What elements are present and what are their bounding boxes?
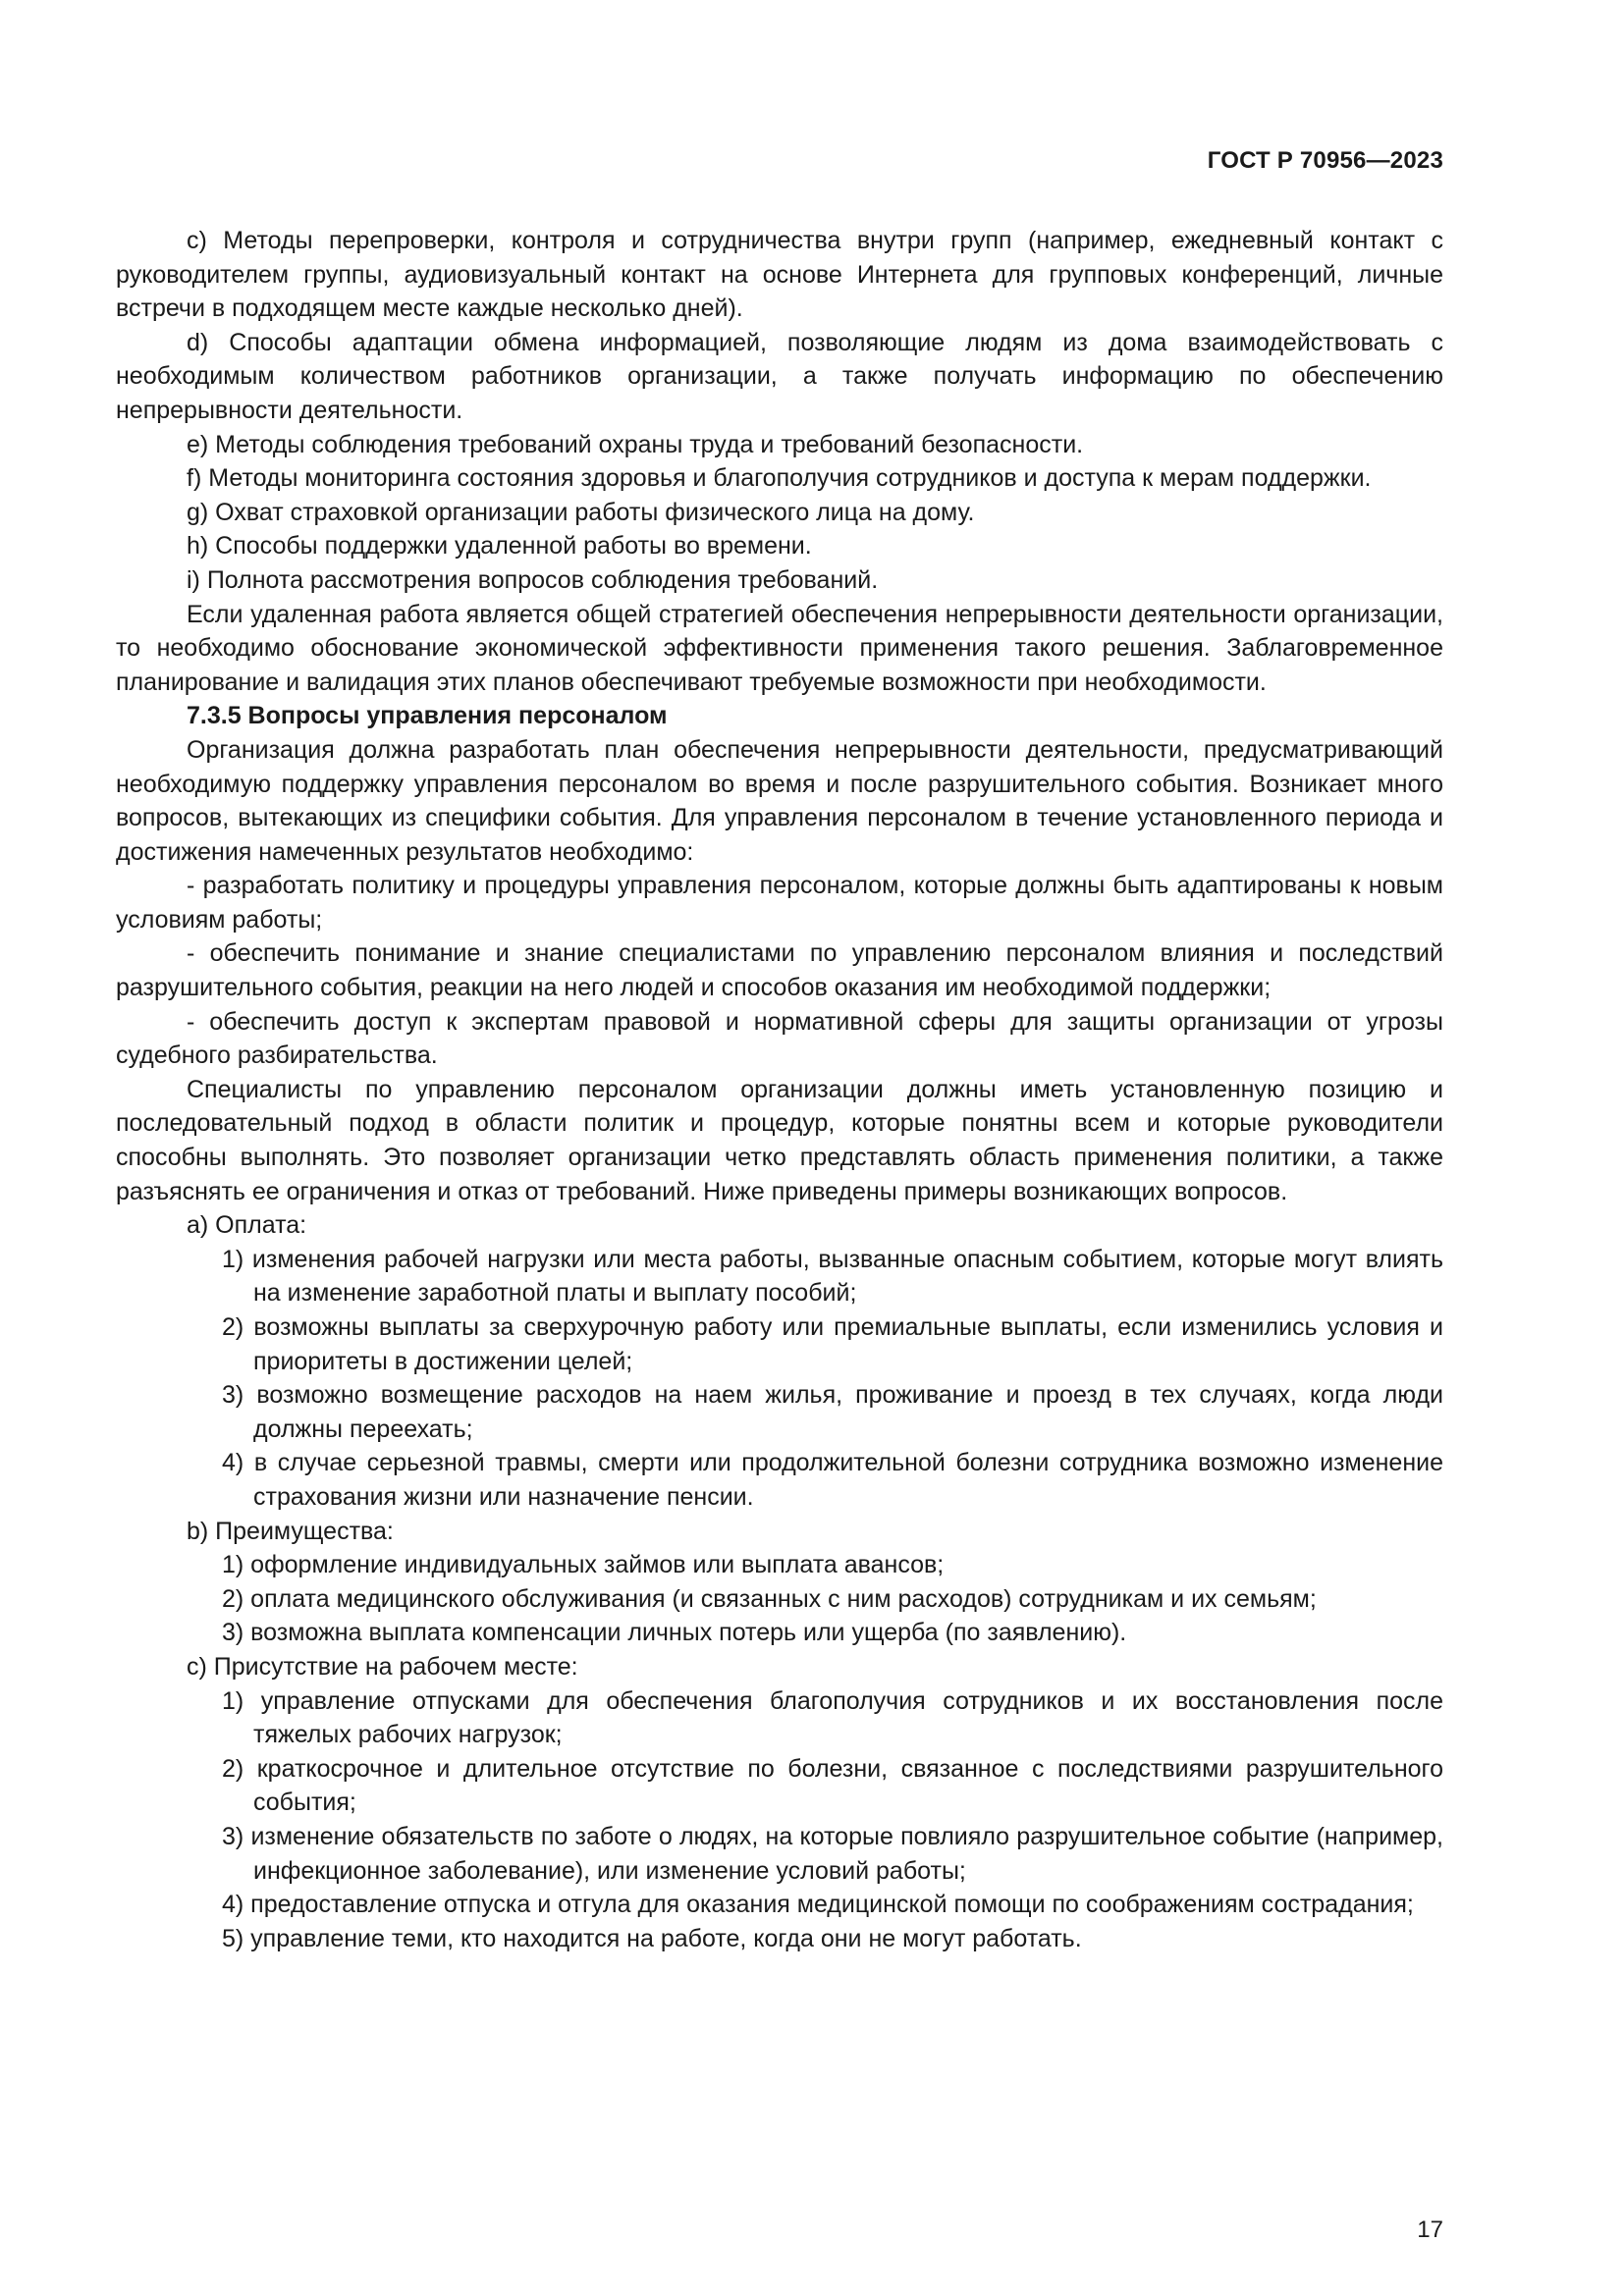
list-item-legal-experts: - обеспечить доступ к экспертам правовой и нормативной сферы для защиты организации от угрозы судебного разбирательства.: [116, 1007, 1443, 1070]
paragraph-h-support: h) Способы поддержки удаленной работы во времени.: [187, 532, 812, 561]
paragraph-d-adaptation: d) Способы адаптации обмена информацией, позволяющие людям из дома взаимодействовать с необходимым количеством работников организации, а также получать информацию по обеспечению непрерывности деятельности.: [116, 328, 1443, 424]
section-heading-7-3-5: 7.3.5 Вопросы управления персоналом: [187, 702, 668, 730]
list-title-payment: a) Оплата:: [187, 1211, 307, 1240]
list-item-payment-4: 4) в случае серьезной травмы, смерти или продолжительной болезни сотрудника возможно изменение страхования жизни или назначение пенсии.: [222, 1449, 1443, 1511]
list-item-attendance-2: 2) краткосрочное и длительное отсутствие по болезни, связанное с последствиями разрушительного события;: [222, 1754, 1443, 1817]
document-body: [116, 224, 1443, 1955]
list-item-attendance-3: 3) изменение обязательств по заботе о людях, на которые повлияло разрушительное событие (например, инфекционное заболевание), или изменение условий работы;: [222, 1822, 1443, 1885]
list-item-payment-2: 2) возможны выплаты за сверхурочную работу или премиальные выплаты, если изменились условия и приоритеты в достижении целей;: [222, 1313, 1443, 1375]
paragraph-g-insurance: g) Охват страховкой организации работы физического лица на дому.: [187, 498, 975, 526]
list-item-attendance-1: 1) управление отпусками для обеспечения благополучия сотрудников и их восстановления после тяжелых рабочих нагрузок;: [222, 1686, 1443, 1749]
list-item-attendance-5: 5) управление теми, кто находится на работе, когда они не могут работать.: [222, 1924, 1082, 1952]
list-item-benefits-3: 3) возможна выплата компенсации личных потерь или ущерба (по заявлению).: [222, 1619, 1127, 1647]
paragraph-e-safety: e) Методы соблюдения требований охраны труда и требований безопасности.: [187, 430, 1084, 458]
list-item-payment-1: 1) изменения рабочей нагрузки или места работы, вызванные опасным событием, которые могут влиять на изменение заработной платы и выплату пособий;: [222, 1245, 1443, 1308]
list-title-attendance: c) Присутствие на рабочем месте:: [187, 1652, 578, 1681]
list-title-benefits: b) Преимущества:: [187, 1517, 394, 1545]
paragraph-hr-plan: Организация должна разработать план обеспечения непрерывности деятельности, предусматривающий необходимую поддержку управления персоналом во время и после разрушительного события. Возникает много вопросов, вытекающих из специфики события. Для управления персоналом в течение установленного периода и достижения намеченных результатов необходимо:: [116, 735, 1443, 866]
page-number: 17: [1417, 2216, 1443, 2243]
list-item-benefits-1: 1) оформление индивидуальных займов или выплата авансов;: [222, 1551, 945, 1579]
list-item-attendance-4: 4) предоставление отпуска и отгула для оказания медицинской помощи по соображениям сострадания;: [222, 1891, 1414, 1919]
paragraph-i-compliance: i) Полнота рассмотрения вопросов соблюдения требований.: [187, 565, 879, 594]
list-item-payment-3: 3) возможно возмещение расходов на наем жилья, проживание и проезд в тех случаях, когда люди должны переехать;: [222, 1381, 1443, 1443]
page-header-standard: ГОСТ Р 70956—2023: [1207, 147, 1443, 174]
list-item-hr-understanding: - обеспечить понимание и знание специалистами по управлению персоналом влияния и последствий разрушительного события, реакции на него людей и способов оказания им необходимой поддержки;: [116, 939, 1443, 1002]
paragraph-remote-strategy: Если удаленная работа является общей стратегией обеспечения непрерывности деятельности организации, то необходимо обоснование экономической эффективности применения такого решения. Заблаговременное планирование и валидация этих планов обеспечивают требуемые возможности при необходимости.: [116, 600, 1443, 696]
list-item-benefits-2: 2) оплата медицинского обслуживания (и связанных с ним расходов) сотрудникам и их семьям;: [222, 1584, 1317, 1613]
paragraph-f-monitoring: f) Методы мониторинга состояния здоровья и благополучия сотрудников и доступа к мерам поддержки.: [187, 464, 1372, 493]
list-item-hr-policy: - разработать политику и процедуры управления персоналом, которые должны быть адаптированы к новым условиям работы;: [116, 872, 1443, 934]
paragraph-hr-specialists: Специалисты по управлению персоналом организации должны иметь установленную позицию и последовательный подход в области политик и процедур, которые понятны всем и которые руководители способны выполнять. Это позволяет организации четко представлять область применения политики, а также разъяснять ее ограничения и отказ от требований. Ниже приведены примеры возникающих вопросов.: [116, 1075, 1443, 1205]
paragraph-c-methods: c) Методы перепроверки, контроля и сотрудничества внутри групп (например, ежедневный контакт с руководителем группы, аудиовизуальный контакт на основе Интернета для групповых конференций, личные встречи в подходящем месте каждые несколько дней).: [116, 227, 1443, 323]
